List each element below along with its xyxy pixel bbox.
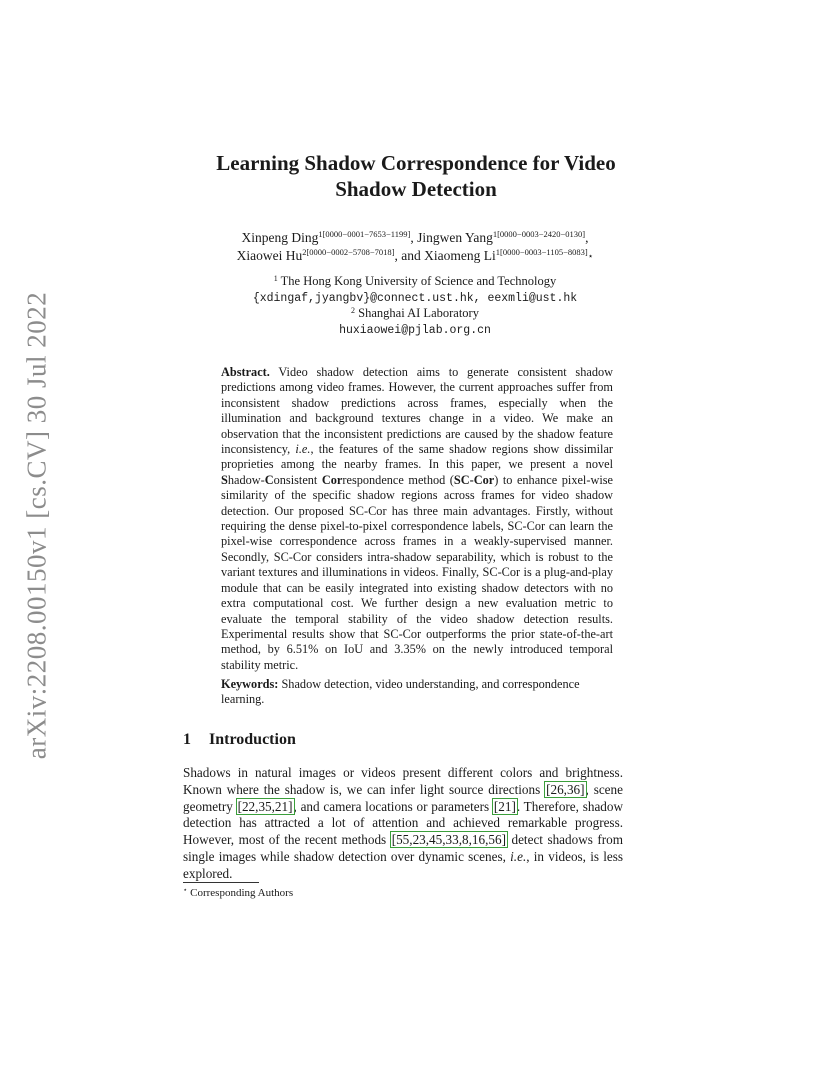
section-title: Introduction	[209, 731, 296, 748]
introduction-paragraph	[183, 765, 623, 883]
author-name: Xinpeng Ding	[241, 230, 319, 245]
body-text: , and camera locations or parameters	[293, 798, 493, 814]
affiliation-name: The Hong Kong University of Science and Technology	[280, 274, 557, 288]
author-name: Jingwen Yang	[417, 230, 493, 245]
citation-link[interactable]: [55,23,45,33,8,16,56]	[391, 832, 506, 848]
affiliation-name: Shanghai AI Laboratory	[358, 306, 479, 320]
abstract-text: hadow-	[227, 472, 265, 487]
body-text: , scene geometry	[183, 781, 623, 814]
footnote-rule	[183, 882, 259, 883]
abstract-label: Abstract.	[221, 365, 270, 379]
email-addresses: {xdingaf,jyangbv}@connect.ust.hk, eexmli@ust.hk	[252, 291, 578, 305]
author-orcid: 1[0000−0003−1105−8083]	[495, 247, 588, 257]
affiliations	[200, 274, 630, 338]
abstract	[221, 365, 613, 673]
author-name: Xiaomeng Li	[424, 248, 496, 263]
footnote	[183, 886, 293, 899]
citation-link[interactable]: [21]	[493, 798, 516, 814]
author-separator: , and	[394, 248, 425, 263]
citation-link[interactable]: [22,35,21]	[237, 798, 293, 814]
abstract-text: respondence method (	[342, 472, 454, 487]
email-address: huxiaowei@pjlab.org.cn	[339, 323, 491, 337]
footnote-mark: ⋆	[183, 886, 188, 894]
author-name: Xiaowei Hu	[236, 248, 303, 263]
author-list	[170, 229, 660, 265]
abstract-emph: C	[264, 472, 274, 487]
body-text: detect shadows from single images while shadow detection over dynamic scenes,	[183, 832, 623, 864]
keywords-text: Shadow detection, video understanding, and correspondence learning.	[221, 677, 580, 707]
body-text: Shadows in natural images or videos present different colors and brightness. Known where the shadow is, we can infer light source directions	[183, 765, 623, 797]
corresponding-star: ⋆	[587, 251, 594, 261]
abstract-text: onsistent	[273, 472, 322, 487]
abstract-ie: i.e.	[295, 442, 311, 457]
abstract-text: Video shadow detection aims to generate consistent shadow predictions among video frames. However, the current approaches suffer from inconsistent shadow predictions across frames, especially when the illumination and background textures change in a video. We make an observation that the inconsistent predictions are caused by the shadow feature inconsistency,	[221, 365, 613, 457]
author-orcid: 1[0000−0001−7653−1199]	[318, 229, 411, 239]
section-number: 1	[183, 731, 191, 748]
section-heading	[183, 731, 296, 749]
citation-link[interactable]: [26,36]	[546, 781, 585, 797]
arxiv-side-stamp: arXiv:2208.00150v1 [cs.CV] 30 Jul 2022	[21, 291, 52, 760]
body-ie: i.e.	[510, 848, 527, 864]
abstract-text: , the features of the same shadow regions show dissimilar proprieties among the nearby frames. In this paper, we present a novel	[221, 442, 613, 472]
abstract-emph: S	[221, 472, 228, 487]
keywords-label: Keywords:	[221, 677, 279, 691]
paper-title: Learning Shadow Correspondence for Video Shadow Detection	[216, 151, 616, 201]
author-separator: ,	[585, 230, 589, 245]
abstract-emph: SC-Cor	[453, 472, 495, 487]
footnote-text: Corresponding Authors	[190, 887, 294, 899]
abstract-text: ) to enhance pixel-wise similarity of the specific shadow regions across frames for video shadow detection. Our proposed SC-Cor has three main advantages. Firstly, without requiring the dense pixel-to-pixel correspondence labels, SC-Cor can learn the pixel-wise correspondence across frames in a weakly-supervised manner. Secondly, SC-Cor considers intra-shadow separability, which is robust to the variant textures and illuminations in videos. Finally, SC-Cor is a plug-and-play module that can be easily integrated into existing shadow detectors with no extra computational cost. We further design a new evaluation metric to evaluate the temporal stability of the video shadow detection results. Experimental results show that SC-Cor outperforms the prior state-of-the-art method, by 6.51% on IoU and 3.35% on the newly introduced temporal stability metric.	[221, 472, 613, 672]
author-orcid: 2[0000−0002−5708−7018]	[302, 247, 395, 257]
keywords	[221, 677, 621, 708]
abstract-emph: Cor	[321, 472, 343, 487]
affiliation-marker: 1	[273, 274, 278, 283]
affiliation-marker: 2	[351, 306, 356, 315]
body-text: . Therefore, shadow detection has attracted a lot of attention and achieved remarkable progress. However, most of the recent methods	[183, 798, 624, 848]
author-separator: ,	[410, 230, 418, 245]
author-orcid: 1[0000−0003−2420−0130]	[492, 229, 586, 239]
body-text: , in videos, is less explored.	[183, 848, 623, 881]
